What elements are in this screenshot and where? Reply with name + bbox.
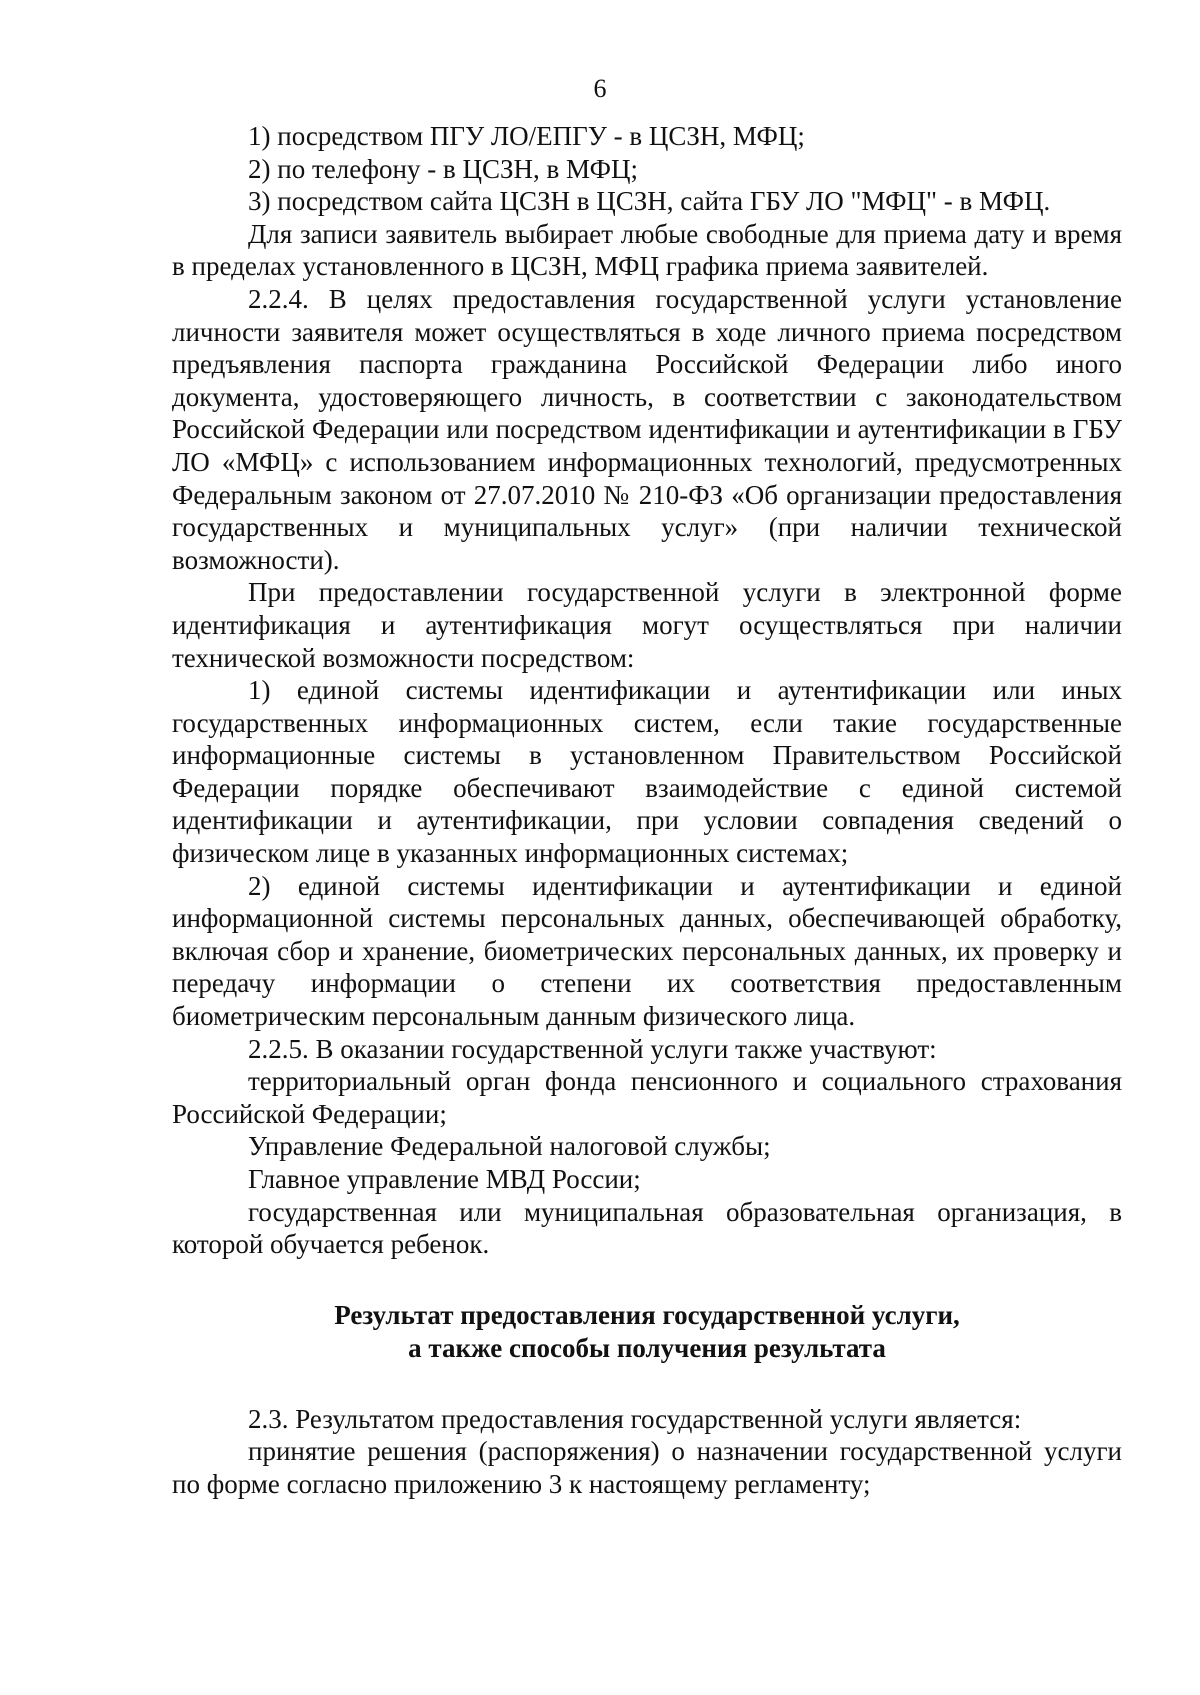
paragraph: Управление Федеральной налоговой службы;	[248, 1131, 771, 1162]
paragraph: 2) по телефону - в ЦСЗН, в МФЦ;	[248, 153, 638, 184]
paragraph: 2) единой системы идентификации и аутентификации и единой информационной системы персональных данных, обеспечивающей обработку, включая сбор и хранение, биометрических персональных данных, их проверку и передачу информации о степени их соответствия предоставленным биометрическим персональным данным физического лица.	[172, 870, 1122, 1032]
paragraph: При предоставлении государственной услуги в электронной форме идентификация и аутентификация могут осуществляться при наличии технической возможности посредством:	[172, 577, 1122, 673]
paragraph: принятие решения (распоряжения) о назначении государственной услуги по форме согласно приложению 3 к настоящему регламенту;	[172, 1436, 1122, 1499]
document-body	[172, 120, 1122, 1501]
paragraph: 1) единой системы идентификации и аутентификации или иных государственных информационных систем, если такие государственные информационные системы в установленном Правительством Российской Федерации порядке обеспечивают взаимодействие с единой системой идентификации и аутентификации, при условии совпадения сведений о физическом лице в указанных информационных системах;	[172, 675, 1122, 869]
paragraph: 1) посредством ПГУ ЛО/ЕПГУ - в ЦСЗН, МФЦ;	[248, 121, 805, 151]
section-heading-line: а также способы получения результата	[408, 1332, 886, 1363]
section-heading	[172, 1299, 1122, 1365]
paragraph: территориальный орган фонда пенсионного и социального страхования Российской Федерации;	[172, 1066, 1122, 1129]
paragraph: 3) посредством сайта ЦСЗН в ЦСЗН, сайта ГБУ ЛО "МФЦ" - в МФЦ.	[248, 186, 1051, 217]
paragraph: 2.2.5. В оказании государственной услуги также участвуют:	[248, 1033, 937, 1064]
paragraph: 2.2.4. В целях предоставления государственной услуги установление личности заявителя может осуществляться в ходе личного приема посредством предъявления паспорта гражданина Российской Федерации либо иного документа, удостоверяющего личность, в соответствии с законодательством Российской Федерации или посредством идентификации и аутентификации в ГБУ ЛО «МФЦ» с использованием информационных технологий, предусмотренных Федеральным законом от 27.07.2010 № 210-ФЗ «Об организации предоставления государственных и муниципальных услуг» (при наличии технической возможности).	[172, 283, 1122, 575]
paragraph: Для записи заявитель выбирает любые свободные для приема дату и время в пределах установленного в ЦСЗН, МФЦ графика приема заявителей.	[172, 218, 1122, 282]
paragraph: Главное управление МВД России;	[248, 1164, 641, 1194]
page-number: 6	[593, 74, 607, 103]
section-heading-line: Результат предоставления государственной услуги,	[334, 1299, 960, 1330]
paragraph: 2.3. Результатом предоставления государственной услуги является:	[248, 1403, 1022, 1434]
paragraph: государственная или муниципальная образовательная организация, в которой обучается ребенок.	[172, 1196, 1122, 1260]
